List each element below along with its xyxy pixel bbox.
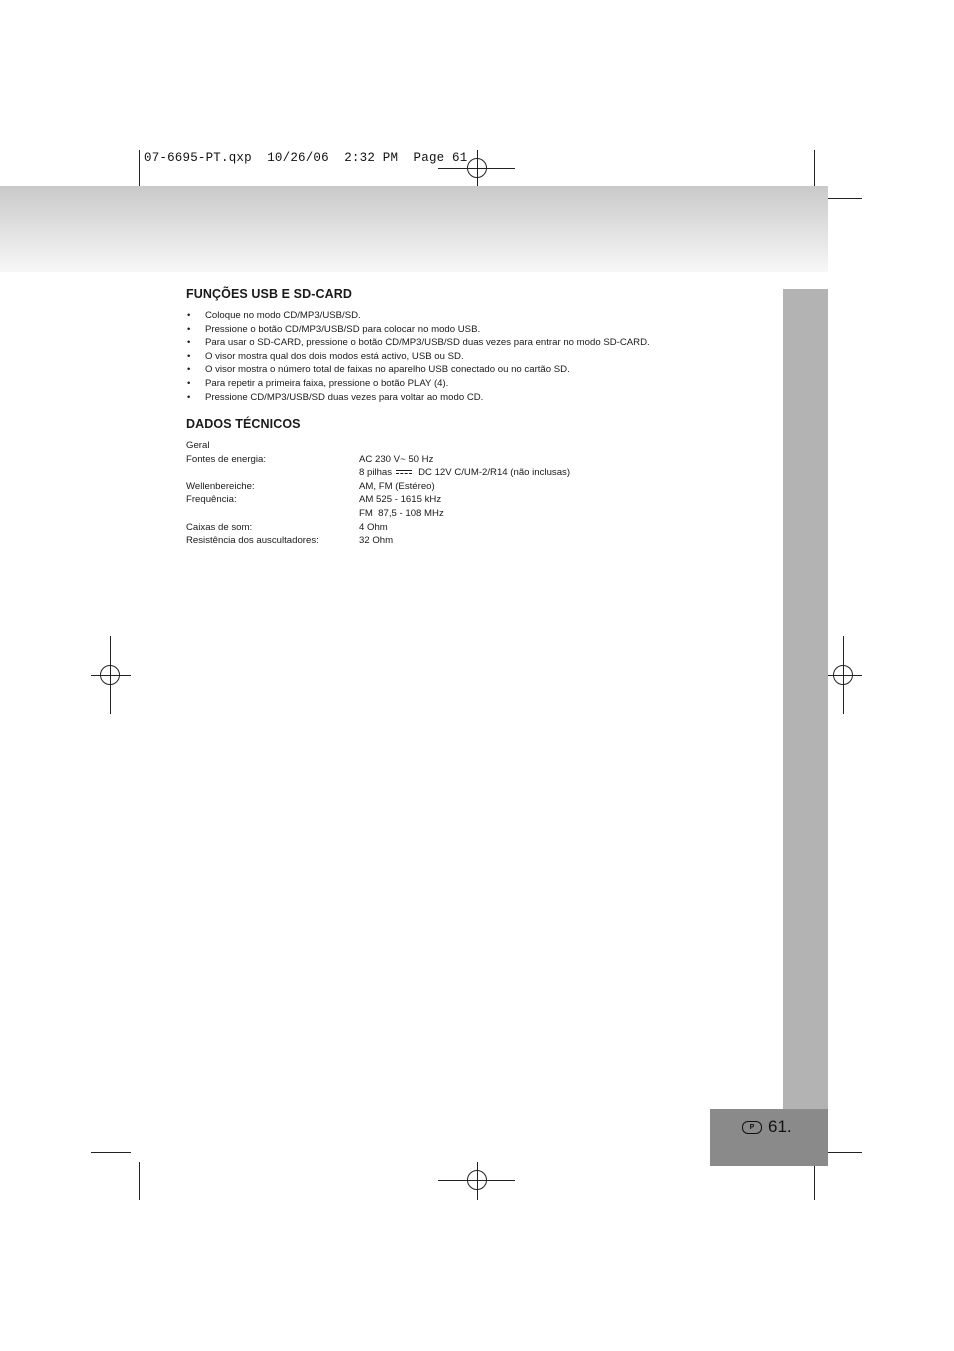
spec-value: AM, FM (Estéreo) [359,480,435,492]
spec-label: Geral [186,440,210,451]
registration-circle-icon [467,158,487,178]
spec-value-text: DC 12V C/UM-2/R14 (não inclusas) [418,467,571,479]
side-tab-strip [783,289,828,1109]
spec-row [186,507,570,521]
spec-label: Fontes de energia: [186,453,267,465]
list-item: • Coloque no modo CD/MP3/USB/SD. [186,309,650,323]
spec-value-prefix: 8 pilhas [359,467,393,479]
spec-row [186,439,570,453]
registration-circle-icon [100,665,120,685]
spec-value: AC 230 V~ 50 Hz [359,453,434,465]
spec-label [186,466,359,480]
page-number [742,1115,792,1139]
list-item: • O visor mostra qual dos dois modos está activo, USB ou SD. [186,350,650,364]
usb-instructions-list [186,309,650,404]
usb-section-heading: FUNÇÕES USB E SD-CARD [186,287,352,301]
list-item: • Para repetir a primeira faixa, pressione o botão PLAY (4). [186,377,650,391]
specs-table [186,439,570,548]
specs-section-heading: DADOS TÉCNICOS [186,417,301,431]
spec-value [359,466,570,480]
spec-row [186,521,570,535]
crop-mark [139,150,140,186]
crop-mark [824,198,862,199]
list-item: • O visor mostra o número total de faixas no aparelho USB conectado ou no cartão SD. [186,363,650,377]
list-item: • Para usar o SD-CARD, pressione o botão CD/MP3/USB/SD duas vezes para entrar no modo SD-CARD. [186,336,650,350]
header-gradient-band [0,186,828,272]
spec-label: Caixas de som: [186,521,253,533]
registration-circle-icon [833,665,853,685]
crop-mark [814,1162,815,1200]
spec-row [186,480,570,494]
spec-value: AM 525 - 1615 kHz [359,494,442,506]
crop-mark [91,1152,131,1153]
crop-mark [824,1152,862,1153]
print-slug-line: 07-6695-PT.qxp 10/26/06 2:32 PM Page 61 [144,151,468,165]
dc-current-icon [396,470,412,474]
spec-row [186,453,570,467]
spec-row [186,534,570,548]
crop-mark [814,150,815,186]
crop-mark [139,1162,140,1200]
list-item: • Pressione o botão CD/MP3/USB/SD para colocar no modo USB. [186,323,650,337]
spec-label [186,507,359,521]
spec-label: Resistência dos auscultadores: [186,535,319,547]
spec-value: 4 Ohm [359,521,388,533]
page-number-text: 61. [768,1117,792,1136]
spec-value: 32 Ohm [359,535,394,547]
spec-value: FM 87,5 - 108 MHz [359,507,444,519]
registration-circle-icon [467,1170,487,1190]
spec-row [186,466,570,480]
spec-label: Wellenbereiche: [186,480,255,492]
spec-row [186,493,570,507]
spec-label: Frequência: [186,494,237,506]
language-badge-icon: P [742,1121,762,1134]
list-item: • Pressione CD/MP3/USB/SD duas vezes para voltar ao modo CD. [186,391,650,405]
